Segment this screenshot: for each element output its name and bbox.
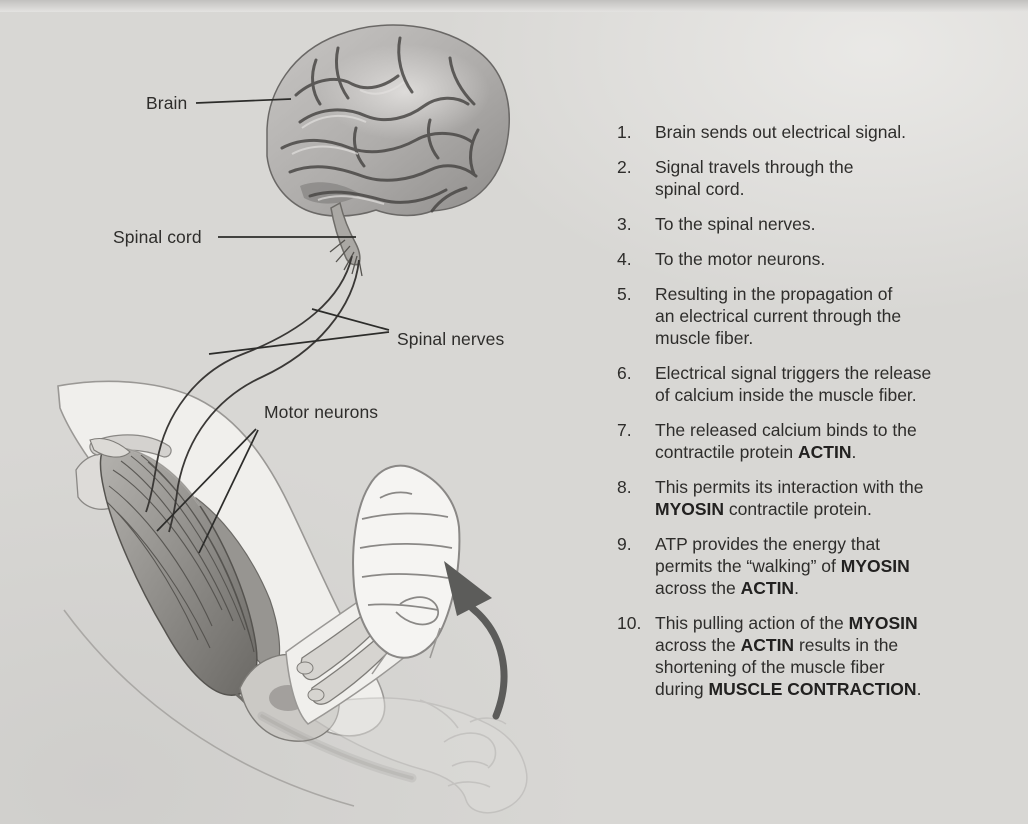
step-text: This permits its interaction with the MYOSIN contractile protein.	[655, 477, 924, 519]
step-number: 2.	[617, 157, 632, 177]
step-item-3	[617, 213, 1002, 235]
step-item-8	[617, 476, 1002, 520]
spinal-cord-label: Spinal cord	[113, 227, 202, 247]
spinal-nerves-leader-line-upper	[312, 309, 389, 330]
step-number: 5.	[617, 284, 632, 304]
step-number: 4.	[617, 249, 632, 269]
step-text: Brain sends out electrical signal.	[655, 122, 906, 142]
step-number: 10.	[617, 613, 642, 633]
step-text: Signal travels through the spinal cord.	[655, 157, 854, 199]
step-number: 9.	[617, 534, 632, 554]
step-item-6	[617, 362, 1002, 406]
step-text: To the motor neurons.	[655, 249, 826, 269]
step-item-10	[617, 612, 1002, 700]
step-number: 1.	[617, 122, 632, 142]
step-number: 3.	[617, 214, 632, 234]
motion-arrow-icon	[444, 561, 504, 716]
step-item-1	[617, 121, 1002, 143]
step-text: ATP provides the energy that permits the “walking” of MYOSIN across the ACTIN.	[655, 534, 910, 598]
muscle-contraction-steps-list	[617, 121, 1002, 713]
step-item-7	[617, 419, 1002, 463]
step-number: 7.	[617, 420, 632, 440]
step-text: Electrical signal triggers the release of calcium inside the muscle fiber.	[655, 363, 932, 405]
step-text: Resulting in the propagation of an electrical current through the muscle fiber.	[655, 284, 902, 348]
step-number: 6.	[617, 363, 632, 383]
brain-image	[267, 25, 509, 216]
step-text: The released calcium binds to the contractile protein ACTIN.	[655, 420, 917, 462]
step-item-9	[617, 533, 1002, 599]
step-item-4	[617, 248, 1002, 270]
brain-label: Brain	[146, 93, 188, 113]
step-number: 8.	[617, 477, 632, 497]
motor-neurons-label: Motor neurons	[264, 402, 379, 422]
step-text: To the spinal nerves.	[655, 214, 816, 234]
step-item-5	[617, 283, 1002, 349]
step-item-2	[617, 156, 1002, 200]
spinal-nerves-leader-line-lower	[209, 332, 389, 354]
spinal-nerves-label: Spinal nerves	[397, 329, 505, 349]
step-text: This pulling action of the MYOSIN across the ACTIN results in the shortening of the muscle fiber during MUSCLE CONTRACTION.	[655, 613, 922, 699]
